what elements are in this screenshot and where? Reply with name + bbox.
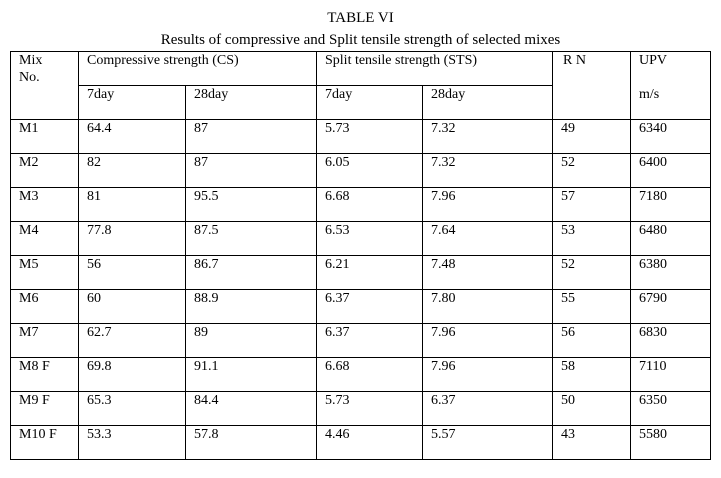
- cell-sts-7day: 6.37: [317, 324, 423, 358]
- table-row: [11, 426, 711, 460]
- subheader-upv-unit: m/s: [631, 86, 711, 120]
- header-upv: UPV: [631, 52, 711, 86]
- cell-cs-7day: 65.3: [79, 392, 186, 426]
- cell-cs-7day: 69.8: [79, 358, 186, 392]
- subheader-sts-7day: 7day: [317, 86, 423, 120]
- cell-mix: M5: [11, 256, 79, 290]
- cell-upv: 6340: [631, 120, 711, 154]
- cell-sts-28day: 7.64: [423, 222, 553, 256]
- cell-cs-7day: 56: [79, 256, 186, 290]
- cell-sts-28day: 7.48: [423, 256, 553, 290]
- cell-cs-28day: 87: [186, 120, 317, 154]
- cell-cs-7day: 62.7: [79, 324, 186, 358]
- cell-cs-28day: 57.8: [186, 426, 317, 460]
- cell-mix: M8 F: [11, 358, 79, 392]
- table-body: [11, 52, 711, 460]
- cell-upv: 5580: [631, 426, 711, 460]
- cell-mix: M7: [11, 324, 79, 358]
- header-mix-no: [11, 52, 79, 120]
- header-compressive-strength: Compressive strength (CS): [79, 52, 317, 86]
- cell-upv: 7110: [631, 358, 711, 392]
- cell-sts-7day: 5.73: [317, 392, 423, 426]
- cell-upv: 6790: [631, 290, 711, 324]
- cell-rn: 58: [553, 358, 631, 392]
- cell-upv: 6380: [631, 256, 711, 290]
- cell-cs-28day: 88.9: [186, 290, 317, 324]
- cell-sts-28day: 7.96: [423, 188, 553, 222]
- table-row: [11, 120, 711, 154]
- cell-rn: 50: [553, 392, 631, 426]
- cell-cs-28day: 87: [186, 154, 317, 188]
- table-row: [11, 290, 711, 324]
- header-rn: R N: [553, 52, 631, 120]
- cell-cs-28day: 95.5: [186, 188, 317, 222]
- cell-cs-28day: 89: [186, 324, 317, 358]
- table-row: [11, 222, 711, 256]
- cell-sts-28day: 7.32: [423, 120, 553, 154]
- cell-mix: M2: [11, 154, 79, 188]
- cell-sts-7day: 6.21: [317, 256, 423, 290]
- cell-rn: 55: [553, 290, 631, 324]
- cell-mix: M3: [11, 188, 79, 222]
- cell-sts-28day: 7.32: [423, 154, 553, 188]
- cell-cs-7day: 81: [79, 188, 186, 222]
- cell-rn: 43: [553, 426, 631, 460]
- cell-upv: 6480: [631, 222, 711, 256]
- header-row: [11, 52, 711, 86]
- cell-mix: M1: [11, 120, 79, 154]
- cell-rn: 52: [553, 154, 631, 188]
- cell-sts-28day: 7.96: [423, 358, 553, 392]
- subheader-cs-28day: 28day: [186, 86, 317, 120]
- cell-sts-7day: 6.05: [317, 154, 423, 188]
- cell-rn: 49: [553, 120, 631, 154]
- cell-cs-28day: 87.5: [186, 222, 317, 256]
- cell-mix: M6: [11, 290, 79, 324]
- cell-upv: 7180: [631, 188, 711, 222]
- cell-cs-7day: 53.3: [79, 426, 186, 460]
- header-mix-line1: Mix: [19, 53, 43, 68]
- cell-rn: 56: [553, 324, 631, 358]
- cell-rn: 57: [553, 188, 631, 222]
- table-number: TABLE VI: [327, 10, 394, 26]
- cell-sts-28day: 6.37: [423, 392, 553, 426]
- cell-cs-7day: 77.8: [79, 222, 186, 256]
- subheader-sts-28day: 28day: [423, 86, 553, 120]
- table-row: [11, 256, 711, 290]
- results-table: [10, 51, 711, 460]
- table-row: [11, 392, 711, 426]
- cell-sts-7day: 6.68: [317, 358, 423, 392]
- cell-upv: 6400: [631, 154, 711, 188]
- cell-sts-7day: 4.46: [317, 426, 423, 460]
- cell-sts-28day: 7.96: [423, 324, 553, 358]
- cell-sts-7day: 6.53: [317, 222, 423, 256]
- cell-mix: M10 F: [11, 426, 79, 460]
- cell-rn: 52: [553, 256, 631, 290]
- cell-sts-7day: 6.68: [317, 188, 423, 222]
- cell-mix: M9 F: [11, 392, 79, 426]
- cell-sts-7day: 6.37: [317, 290, 423, 324]
- cell-cs-28day: 91.1: [186, 358, 317, 392]
- cell-cs-7day: 82: [79, 154, 186, 188]
- cell-sts-28day: 5.57: [423, 426, 553, 460]
- cell-sts-7day: 5.73: [317, 120, 423, 154]
- cell-cs-7day: 60: [79, 290, 186, 324]
- cell-mix: M4: [11, 222, 79, 256]
- table-row: [11, 324, 711, 358]
- cell-upv: 6830: [631, 324, 711, 358]
- table-row: [11, 188, 711, 222]
- subheader-cs-7day: 7day: [79, 86, 186, 120]
- cell-sts-28day: 7.80: [423, 290, 553, 324]
- cell-cs-28day: 84.4: [186, 392, 317, 426]
- cell-cs-28day: 86.7: [186, 256, 317, 290]
- cell-upv: 6350: [631, 392, 711, 426]
- cell-cs-7day: 64.4: [79, 120, 186, 154]
- table-row: [11, 154, 711, 188]
- header-mix-line2: No.: [19, 70, 40, 85]
- header-split-tensile-strength: Split tensile strength (STS): [317, 52, 553, 86]
- cell-rn: 53: [553, 222, 631, 256]
- table-row: [11, 358, 711, 392]
- table-title: Results of compressive and Split tensile strength of selected mixes: [160, 32, 561, 48]
